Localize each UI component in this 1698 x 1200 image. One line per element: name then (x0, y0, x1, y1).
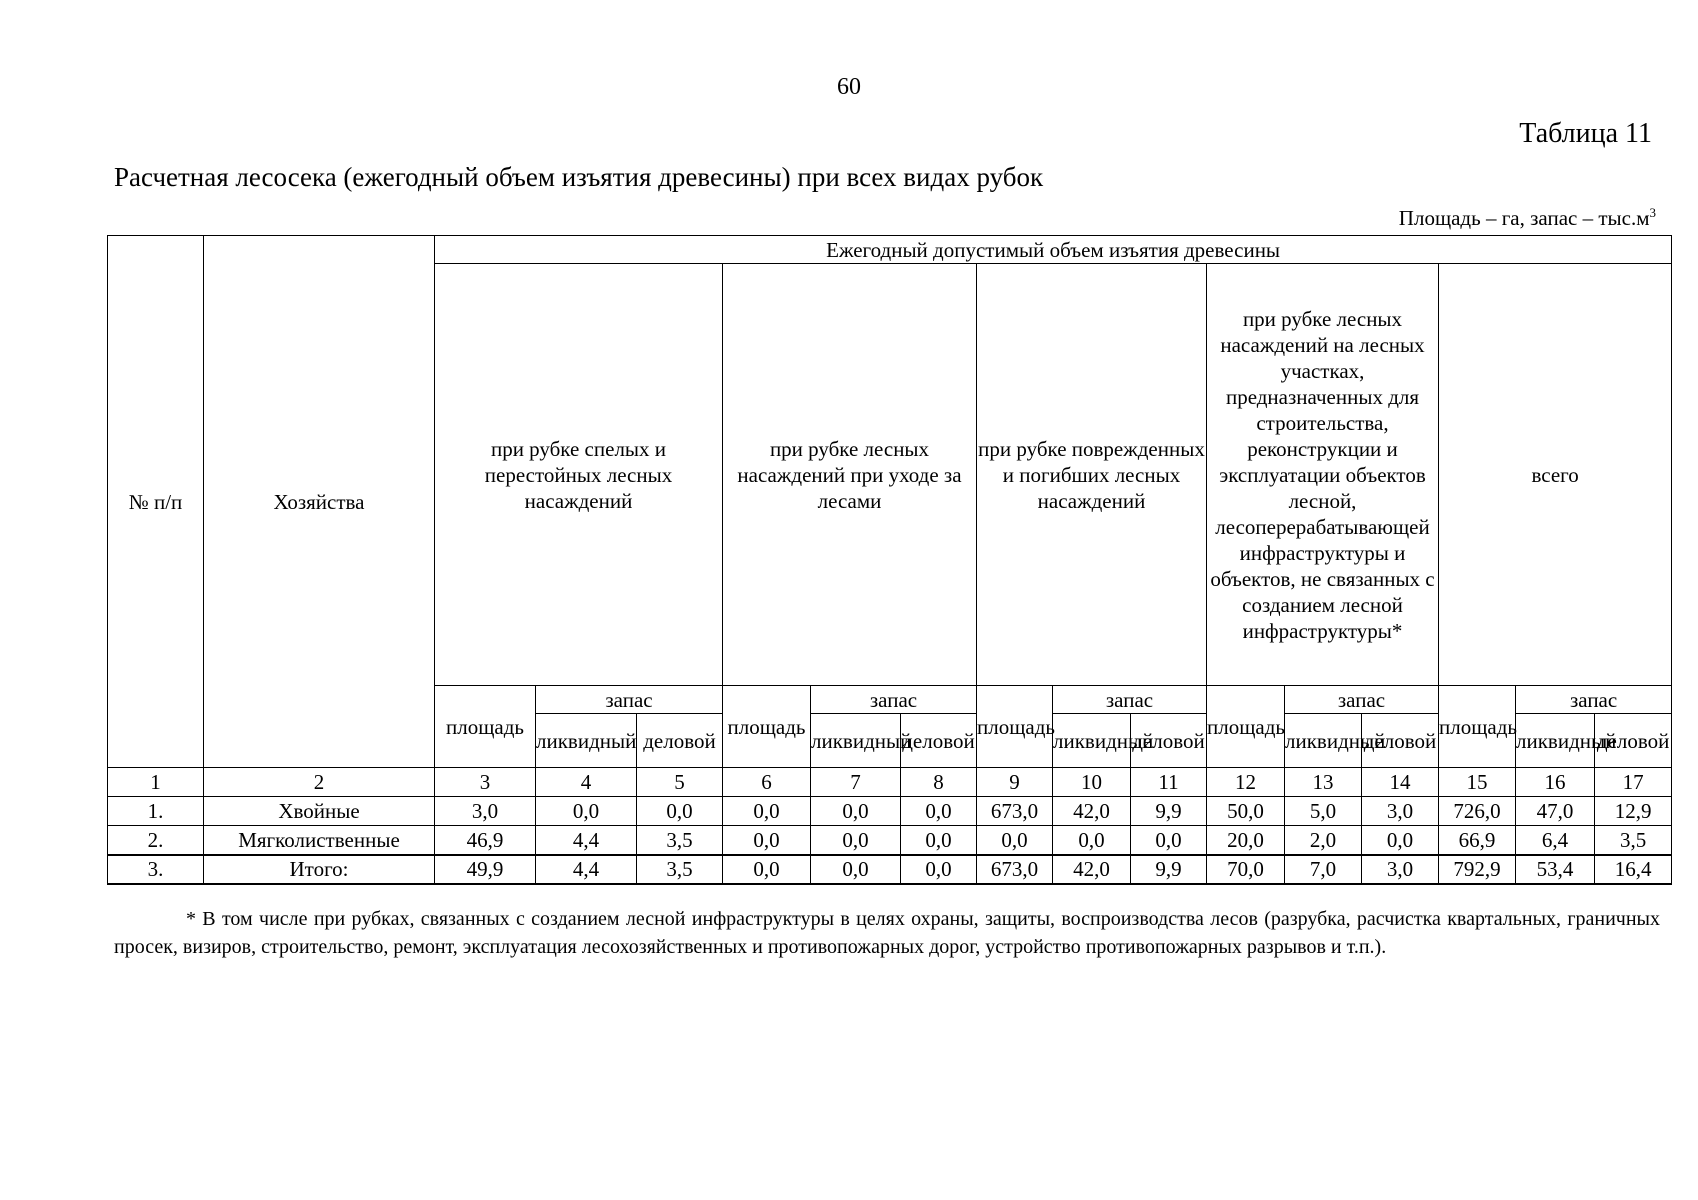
table-cell: 3. (108, 855, 204, 884)
header-liquid: ликвидный (1516, 714, 1595, 768)
table-row-total (108, 855, 1672, 884)
table-cell: 49,9 (435, 855, 536, 884)
column-number: 12 (1207, 768, 1285, 797)
column-number: 3 (435, 768, 536, 797)
table-cell: 3,0 (1362, 855, 1439, 884)
column-number: 17 (1595, 768, 1672, 797)
header-area: площадь (1439, 686, 1516, 768)
table-cell: 50,0 (1207, 797, 1285, 826)
table-cell: 0,0 (901, 797, 977, 826)
table-cell: 3,5 (637, 826, 723, 855)
header-group-damaged-cutting: при рубке поврежденных и погибших лесных насаждений (977, 264, 1207, 686)
table-cell: 0,0 (811, 855, 901, 884)
header-business: деловой (1595, 714, 1672, 768)
column-number: 2 (204, 768, 435, 797)
table-cell: 2. (108, 826, 204, 855)
table-cell: 70,0 (1207, 855, 1285, 884)
header-stock: запас (1516, 686, 1672, 714)
header-area: площадь (723, 686, 811, 768)
page-number: 60 (837, 74, 861, 100)
units-note (1399, 205, 1656, 231)
column-number: 4 (536, 768, 637, 797)
table-cell: 0,0 (723, 797, 811, 826)
header-business: деловой (901, 714, 977, 768)
table-cell: 66,9 (1439, 826, 1516, 855)
table-cell: 2,0 (1285, 826, 1362, 855)
header-business: деловой (637, 714, 723, 768)
table-row (108, 826, 1672, 855)
table-cell: 46,9 (435, 826, 536, 855)
table-cell: 0,0 (1362, 826, 1439, 855)
header-business: деловой (1362, 714, 1439, 768)
table-cell: 673,0 (977, 855, 1053, 884)
table-cell: 0,0 (637, 797, 723, 826)
table-cell: 47,0 (1516, 797, 1595, 826)
table-cell: 4,4 (536, 826, 637, 855)
header-liquid: ликвидный (811, 714, 901, 768)
header-liquid: ликвидный (1053, 714, 1131, 768)
table-cell: 3,5 (637, 855, 723, 884)
table-cell: 6,4 (1516, 826, 1595, 855)
header-farms: Хозяйства (204, 236, 435, 768)
table-cell: 0,0 (811, 797, 901, 826)
column-number: 14 (1362, 768, 1439, 797)
units-text: Площадь – га, запас – тыс.м (1398, 206, 1650, 230)
table-cell: 0,0 (1131, 826, 1207, 855)
column-number: 16 (1516, 768, 1595, 797)
table-cell: 0,0 (901, 855, 977, 884)
footnote: * В том числе при рубках, связанных с созданием лесной инфраструктуры в целях охраны, защиты, воспроизводства лесов (разрубка, расчистка квартальных, граничных просек, визиров, строительство, ремонт, эксплуатация лесохозяйственных и противопожарных дорог, устройство противопожарных разрывов и т.п.). (114, 908, 1660, 958)
table-cell: 53,4 (1516, 855, 1595, 884)
table-row (108, 797, 1672, 826)
table-cell: 3,0 (1362, 797, 1439, 826)
header-stock: запас (536, 686, 723, 714)
column-number: 1 (108, 768, 204, 797)
header-business: деловой (1131, 714, 1207, 768)
header-stock: запас (811, 686, 977, 714)
column-number: 15 (1439, 768, 1516, 797)
table-cell: 42,0 (1053, 797, 1131, 826)
table-cell: 3,0 (435, 797, 536, 826)
table-cell: 12,9 (1595, 797, 1672, 826)
column-number: 6 (723, 768, 811, 797)
column-number: 9 (977, 768, 1053, 797)
table-cell: 0,0 (1053, 826, 1131, 855)
header-area: площадь (977, 686, 1053, 768)
table-cell: 9,9 (1131, 797, 1207, 826)
column-number: 11 (1131, 768, 1207, 797)
table-cell: 0,0 (723, 855, 811, 884)
header-area: площадь (435, 686, 536, 768)
header-annual-volume: Ежегодный допустимый объем изъятия древесины (435, 236, 1672, 264)
header-area: площадь (1207, 686, 1285, 768)
header-group-mature-cutting: при рубке спелых и перестойных лесных насаждений (435, 264, 723, 686)
table-label: Таблица 11 (1519, 118, 1652, 149)
header-group-infrastructure-cutting: при рубке лесных насаждений на лесных участках, предназначенных для строительства, реконструкции и эксплуатации объектов лесной, лесоперерабатывающей инфраструктуры и объектов, не связанных с созданием лесной инфраструктуры* (1207, 264, 1439, 686)
header-row-number: № п/п (108, 236, 204, 768)
table-cell: 0,0 (811, 826, 901, 855)
header-stock: запас (1053, 686, 1207, 714)
units-superscript: 3 (1649, 205, 1656, 220)
allowable-cut-table (107, 235, 1672, 885)
column-number: 13 (1285, 768, 1362, 797)
header-group-thinning: при рубке лесных насаждений при уходе за лесами (723, 264, 977, 686)
table-cell: 3,5 (1595, 826, 1672, 855)
header-liquid: ликвидный (1285, 714, 1362, 768)
table-cell: 7,0 (1285, 855, 1362, 884)
table-cell: 9,9 (1131, 855, 1207, 884)
header-group-total: всего (1439, 264, 1672, 686)
column-number: 7 (811, 768, 901, 797)
table-cell: 673,0 (977, 797, 1053, 826)
table-cell: 20,0 (1207, 826, 1285, 855)
table-cell: Итого: (204, 855, 435, 884)
table-cell: 726,0 (1439, 797, 1516, 826)
table-cell: 5,0 (1285, 797, 1362, 826)
table-cell: 4,4 (536, 855, 637, 884)
table-cell: 0,0 (901, 826, 977, 855)
table-cell: Мягколиственные (204, 826, 435, 855)
header-stock: запас (1285, 686, 1439, 714)
table-cell: 0,0 (723, 826, 811, 855)
table-cell: 792,9 (1439, 855, 1516, 884)
table-cell: 16,4 (1595, 855, 1672, 884)
column-number: 5 (637, 768, 723, 797)
table-cell: 0,0 (536, 797, 637, 826)
column-number: 8 (901, 768, 977, 797)
document-title: Расчетная лесосека (ежегодный объем изъятия древесины) при всех видах рубок (114, 162, 1044, 192)
column-number: 10 (1053, 768, 1131, 797)
table-cell: 0,0 (977, 826, 1053, 855)
table-cell: 42,0 (1053, 855, 1131, 884)
column-number-row (108, 768, 1672, 797)
table-cell: Хвойные (204, 797, 435, 826)
header-liquid: ликвидный (536, 714, 637, 768)
table-cell: 1. (108, 797, 204, 826)
